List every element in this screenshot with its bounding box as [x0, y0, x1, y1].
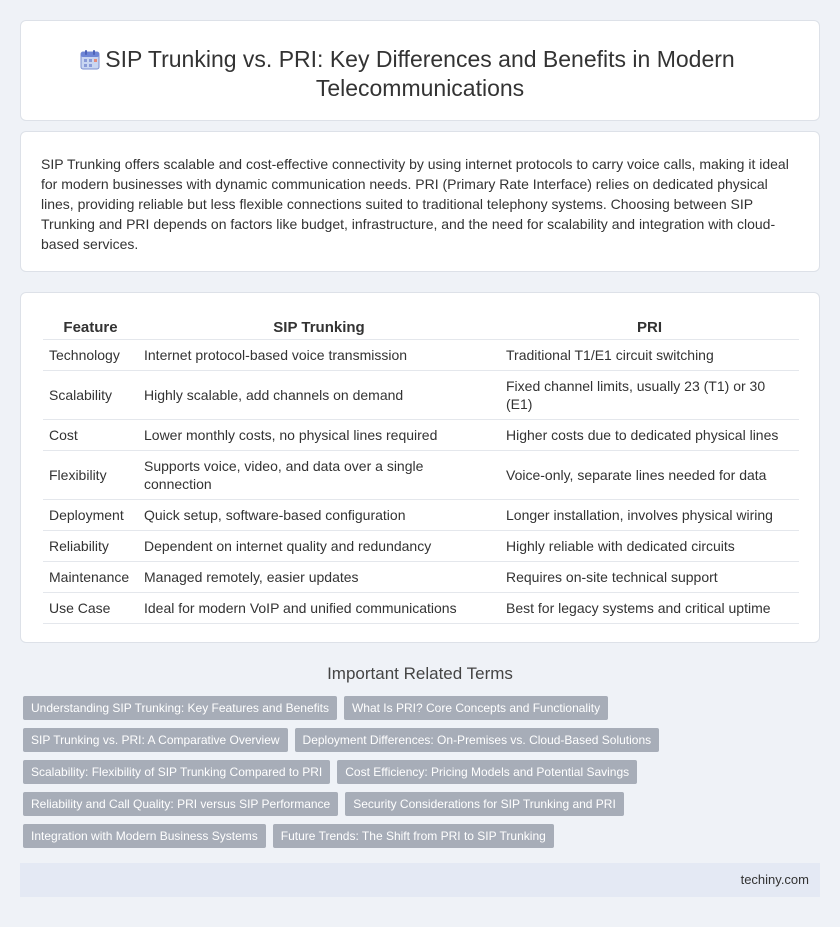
- sip-cell: Dependent on internet quality and redundancy: [138, 530, 500, 561]
- related-terms-heading: Important Related Terms: [327, 664, 513, 683]
- comparison-table: [43, 313, 799, 624]
- pri-cell: Traditional T1/E1 circuit switching: [500, 339, 799, 370]
- related-term-link[interactable]: What Is PRI? Core Concepts and Functionality: [344, 696, 608, 720]
- pri-cell: Voice-only, separate lines needed for data: [500, 450, 799, 499]
- intro-paragraph: SIP Trunking offers scalable and cost-effective connectivity by using internet protocols to carry voice calls, making it ideal for modern businesses with dynamic communication needs. PRI (Primary Rate Interface) relies on dedicated physical lines, providing reliable but less flexible connections suited to traditional telephony systems. Choosing between SIP Trunking and PRI depends on factors like budget, infrastructure, and the need for scalability and integration with cloud-based services.: [41, 156, 789, 252]
- sip-cell: Highly scalable, add channels on demand: [138, 370, 500, 419]
- feature-cell: Cost: [43, 419, 138, 450]
- feature-cell: Deployment: [43, 499, 138, 530]
- header-feature: Feature: [43, 313, 138, 339]
- feature-cell: Reliability: [43, 530, 138, 561]
- feature-cell: Maintenance: [43, 561, 138, 592]
- pri-cell: Highly reliable with dedicated circuits: [500, 530, 799, 561]
- pri-cell: Longer installation, involves physical wiring: [500, 499, 799, 530]
- related-term-link[interactable]: Deployment Differences: On-Premises vs. Cloud-Based Solutions: [295, 728, 660, 752]
- related-term-link[interactable]: Reliability and Call Quality: PRI versus SIP Performance: [23, 792, 338, 816]
- sip-cell: Internet protocol-based voice transmission: [138, 339, 500, 370]
- table-row: [43, 370, 799, 419]
- header-sip-trunking: SIP Trunking: [138, 313, 500, 339]
- sip-cell: Ideal for modern VoIP and unified communications: [138, 592, 500, 623]
- related-term-link[interactable]: Scalability: Flexibility of SIP Trunking Compared to PRI: [23, 760, 330, 784]
- related-term-link[interactable]: Integration with Modern Business Systems: [23, 824, 266, 848]
- pri-cell: Requires on-site technical support: [500, 561, 799, 592]
- sip-cell: Managed remotely, easier updates: [138, 561, 500, 592]
- title-card: [20, 20, 820, 121]
- pri-cell: Fixed channel limits, usually 23 (T1) or 30 (E1): [500, 370, 799, 419]
- table-row: [43, 592, 799, 623]
- feature-cell: Scalability: [43, 370, 138, 419]
- related-term-link[interactable]: SIP Trunking vs. PRI: A Comparative Overview: [23, 728, 288, 752]
- table-row: [43, 339, 799, 370]
- sip-cell: Lower monthly costs, no physical lines required: [138, 419, 500, 450]
- related-term-link[interactable]: Understanding SIP Trunking: Key Features and Benefits: [23, 696, 337, 720]
- table-row: [43, 561, 799, 592]
- related-term-link[interactable]: Future Trends: The Shift from PRI to SIP Trunking: [273, 824, 554, 848]
- comparison-card: [20, 292, 820, 643]
- pri-cell: Higher costs due to dedicated physical lines: [500, 419, 799, 450]
- feature-cell: Technology: [43, 339, 138, 370]
- sip-cell: Quick setup, software-based configuration: [138, 499, 500, 530]
- table-row: [43, 499, 799, 530]
- footer-site-name[interactable]: techiny.com: [740, 872, 809, 887]
- page-title: SIP Trunking vs. PRI: Key Differences and Benefits in Modern Telecommunications: [105, 46, 735, 101]
- sip-cell: Supports voice, video, and data over a single connection: [138, 450, 500, 499]
- related-terms-list: [23, 696, 803, 856]
- related-term-link[interactable]: Cost Efficiency: Pricing Models and Potential Savings: [337, 760, 637, 784]
- feature-cell: Use Case: [43, 592, 138, 623]
- table-row: [43, 419, 799, 450]
- table-header-row: [43, 313, 799, 339]
- intro-card: [20, 131, 820, 272]
- related-term-link[interactable]: Security Considerations for SIP Trunking and PRI: [345, 792, 624, 816]
- feature-cell: Flexibility: [43, 450, 138, 499]
- table-row: [43, 530, 799, 561]
- pri-cell: Best for legacy systems and critical uptime: [500, 592, 799, 623]
- header-pri: PRI: [500, 313, 799, 339]
- table-row: [43, 450, 799, 499]
- footer: [20, 863, 820, 897]
